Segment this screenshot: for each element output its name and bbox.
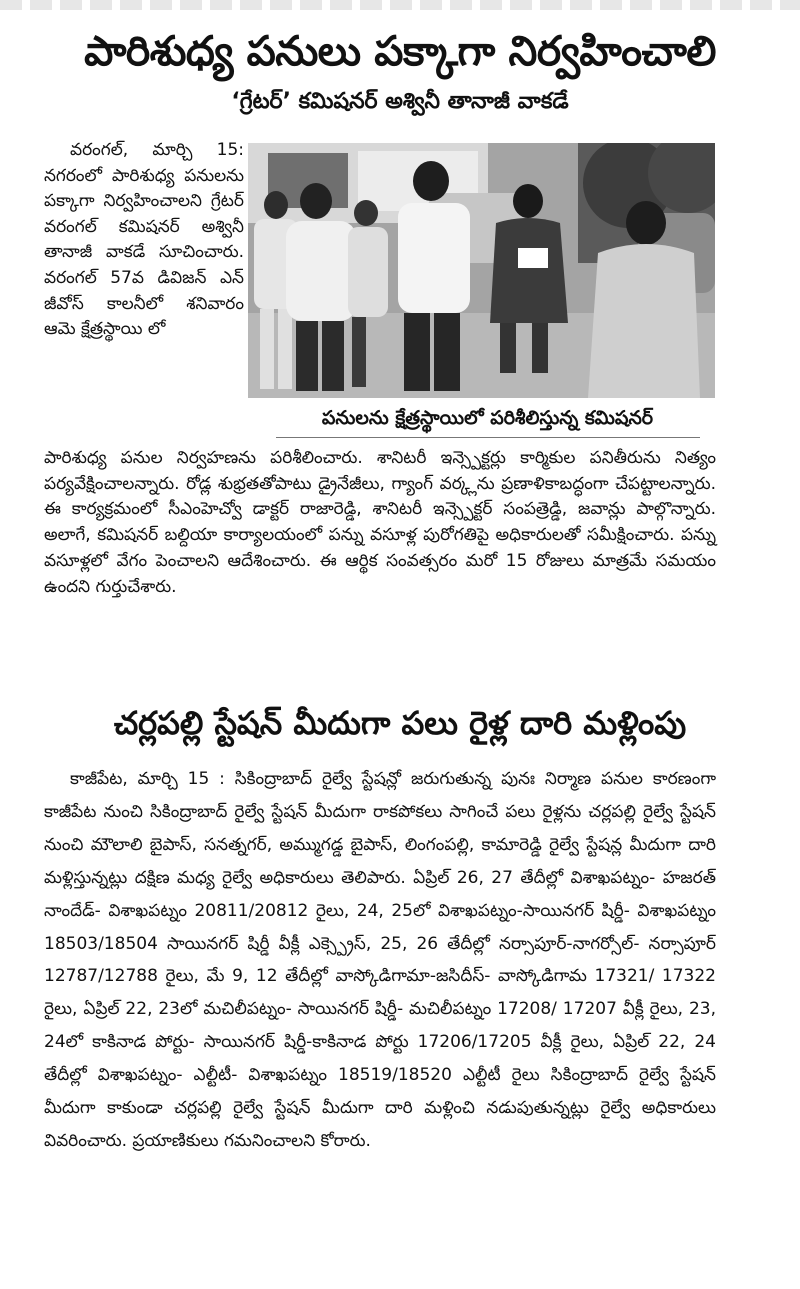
news-photo [248,143,715,398]
caption-divider [276,437,700,438]
article1-body-column [44,138,244,343]
photo-caption: పనులను క్షేత్రస్థాయిలో పరిశీలిస్తున్న కమిషనర్ [321,407,654,429]
article1-body-column-text: వరంగల్, మార్చి 15: నగరంలో పారిశుధ్య పనులను పక్కాగా నిర్వహించాలని గ్రేటర్ వరంగల్ కమిషనర్ అశ్వినీ తానాజీ వాకడే సూచించారు. వరంగల్ 57వ డివిజన్ ఎన్ జీవోస్ కాలనీలో శనివారం ఆమె క్షేత్రస్థాయి లో [44,140,244,340]
article2-body-text: కాజీపేట, మార్చి 15 : సికింద్రాబాద్ రైల్వే స్టేషన్లో జరుగుతున్న పునః నిర్మాణ పనుల కారణంగా కాజీపేట నుంచి సికింద్రాబాద్ రైల్వే స్టేషన్ మీదుగా రాకపోకలు సాగించే పలు రైళ్లను చర్లపల్లి రైల్వే స్టేషన్ నుంచి మౌలాలి బైపాస్, సనత్నగర్, అమ్ముగడ్డ బైపాస్, లింగంపల్లి, కామారెడ్డి రైల్వే స్టేషన్ల మీదుగా దారి మళ్లిస్తున్నట్లు దక్షిణ మధ్య రైల్వే అధికారులు తెలిపారు. ఏప్రిల్ 26, 27 తేదీల్లో విశాఖపట్నం- హజరత్ నాందేడ్- విశాఖపట్నం 20811/20812 రైలు, 24, 25లో విశాఖపట్నం-సాయినగర్ షిర్డీ- విశాఖపట్నం 18503/18504 సాయినగర్ షిర్డీ వీక్లీ ఎక్స్ప్రెస్, 25, 26 తేదీల్లో నర్సాపూర్-నాగర్సోల్- నర్సాపూర్ 12787/12788 రైలు, మే 9, 12 తేదీల్లో వాస్కోడిగామా-జసిదీస్- వాస్కోడిగామ 17321/ 17322 రైలు, ఏప్రిల్ 22, 23లో మచిలీపట్నం- సాయినగర్ షిర్డీ- మచిలీపట్నం 17208/ 17207 వీక్లీ రైలు, 23, 24లో కాకినాడ పోర్టు- సాయినగర్ షిర్డీ-కాకినాడ పోర్టు 17206/17205 వీక్లీ రైలు, ఏప్రిల్ 22, 24 తేదీల్లో విశాఖపట్నం- ఎల్టీటీ- విశాఖపట్నం 18519/18520 ఎల్టీటీ రైలు సికింద్రాబాద్ రైల్వే స్టేషన్ మీదుగా కాకుండా చర్లపల్లి రైల్వే స్టేషన్ మీదుగా దారి మళ్లించి నడుపుతున్నట్లు రైల్వే అధికారులు వివరించారు. ప్రయాణికులు గమనించాలని కోరారు. [44,769,716,1151]
article2-headline: చర్లపల్లి స్టేషన్ మీదుగా పలు రైళ్ల దారి మళ్లింపు [113,704,687,742]
cut-edge [0,0,800,10]
article1-headline: పారిశుధ్య పనులు పక్కాగా నిర్వహించాలి [84,27,716,75]
photo-illustration [248,143,715,398]
article2-body [44,763,716,1158]
article1-body-full: పారిశుధ్య పనుల నిర్వహణను పరిశీలించారు. శానిటరీ ఇన్స్పెక్టర్లు కార్మికుల పనితీరును నిత్యం పర్యవేక్షించాలన్నారు. రోడ్ల శుభ్రతతోపాటు డ్రైనేజీలు, గ్యాంగ్ వర్క్లను ప్రణాళికాబద్ధంగా చేపట్టాలన్నారు. ఈ కార్యక్రమంలో సీఎంహెచ్వో డాక్టర్ రాజారెడ్డి, శానిటరీ ఇన్స్పెక్టర్ సంపత్రెడ్డి, జవాన్లు పాల్గొన్నారు. అలాగే, కమిషనర్ బల్దియా కార్యాలయంలో పన్ను వసూళ్ల పురోగతిపై అధికారులతో సమీక్షించారు. పన్ను వసూళ్లలో వేగం పెంచాలని ఆదేశించారు. ఈ ఆర్థిక సంవత్సరం మరో 15 రోజులు మాత్రమే సమయం ఉందని గుర్తుచేశారు. [44,448,716,597]
article1-subheadline: ‘గ్రేటర్’ కమిషనర్ అశ్వినీ తానాజీ వాకడే [231,89,569,114]
